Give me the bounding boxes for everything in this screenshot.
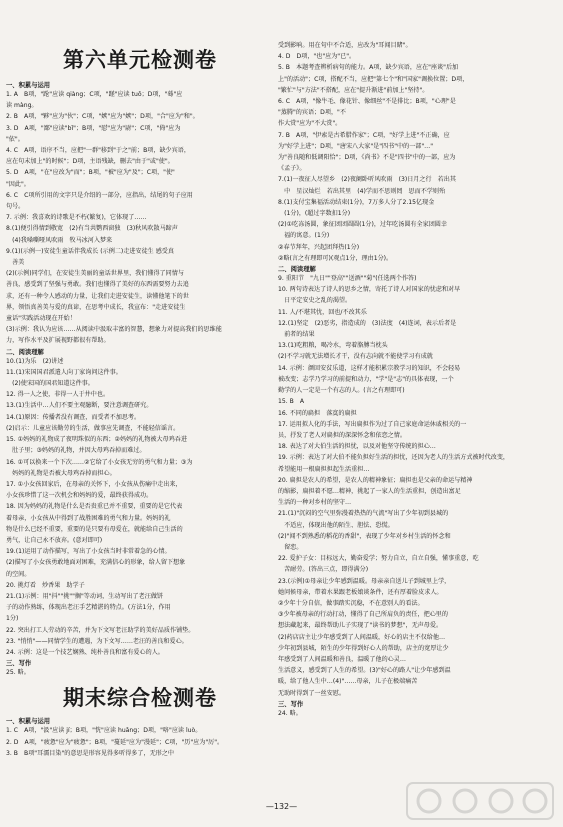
section-heading: 二、阅读理解: [6, 348, 44, 356]
answer-line: ②少年十分自信，做事踏实沉稳，不在意别人的看法。: [278, 599, 424, 607]
answer-line: 19.(1)运用了动作描写，写出了小女孩当时非常着急的心情。: [6, 548, 171, 556]
answer-line: 16. ①可以换来一个下次……②它给了小女孩无穷的勇气和力量；③为: [6, 458, 193, 466]
section-heading: 一、积累与运用: [6, 718, 51, 726]
answer-line: 1. C A项，"汲"应读 jí；B项，"恍"应读 huǎng；D项，"咯"应读 luò。: [6, 727, 202, 735]
answer-line: (2)药店店主让少年感受到了人间温暖，好心的店主不仅给他…: [278, 633, 446, 641]
answer-line: "蒸腾"的宾语；D项，"不: [278, 109, 346, 117]
answer-block: [278, 273, 556, 699]
answer-line: 生活意义，感受到了人生的希望。(3)"好心的路人"让少年感到温: [278, 667, 451, 675]
answer-line: 小女孩珍惜了这一次机会和妈妈的爱，最终获得成功。: [6, 492, 153, 500]
answer-line: 12.(1)坚定 (2)恶劣，指造成的 (3)法度 (4)连词，表示后者是: [278, 319, 457, 327]
page-number: —132—: [265, 802, 298, 811]
answer-line: 童话"实践活动现在开始！: [6, 315, 76, 323]
answer-line: 读 màng。: [6, 102, 38, 110]
answer-line: 12. 得一人之使，非得一人于井中也。: [6, 391, 110, 399]
answer-block: [6, 89, 274, 347]
answer-block: [278, 708, 556, 719]
answer-line: (2)①吃冻汤圆，象征团团圆圆(1分)，过年吃汤圆有全家团圆幸: [278, 221, 447, 229]
answer-line: 被改变；志学乃学习的前提和动力，"学"是"志"的具体表现，一个: [278, 375, 454, 383]
answer-line: 的缩影，扁担着不愿…精神，挑起了一家人的生活重担，创造出富足: [278, 487, 461, 495]
answer-line: 6. C C项所引用的文字只是介绍的一部分，应指出，结尾的句子应用: [6, 191, 193, 199]
answer-line: 2. D A项，"疲惫"应为"疲惫"；B项，"蔓延"应为"漫延"；C项，"历"应为"厉"。: [6, 738, 224, 746]
answer-line: (2)不学习就无法增长才干，没有志向就不能使学习有成就: [278, 353, 433, 361]
answer-line: 句号。: [6, 203, 25, 211]
answer-line: 上"的活动"；C项，搭配不当，应把"第七个"和"国家"调换位置；D项，: [278, 75, 469, 83]
answer-line: 着母亲，小女孩从中得到了战胜困难的勇气和力量。妈妈的礼: [6, 514, 171, 522]
answer-line: 14.(1)原因：传播者没有调查，而受者不加思考。: [6, 413, 141, 421]
answer-line: 子的动作熟练，体现出老汪手艺精湛的特点。(方法1分，作用: [6, 604, 171, 612]
answer-line: 5. D A项，"在"应改为"而"；B项，"被"应为"及"；C项，"使": [6, 169, 175, 177]
answer-line: 23. "悄悄"——同情学生的遭遇，为下文写……老汪的善良和爱心。: [6, 637, 188, 645]
answer-line: 13.(1)生活中…人们不要主观臆断，要注意调查研究。: [6, 402, 153, 410]
answer-line: 11.(1)宋国国君派遣人向丁家询问这件事。: [6, 368, 122, 376]
answer-line: 3. D A项，"鄙"应读"bǐ"；B项，"慰"应为"尉"；C项，"倚"应为: [6, 124, 181, 132]
answer-line: 4. D D项，"也"应为"已"。: [278, 53, 356, 61]
section-heading: 三、写作: [6, 660, 32, 668]
answer-block: [6, 356, 274, 658]
answer-line: 24. 示例：这是一个技艺娴熟、纯朴善良和富有爱心的人。: [6, 648, 164, 656]
answer-line: 24. 略。: [278, 709, 302, 717]
right-column: [278, 0, 556, 719]
answer-line: "繁忙"与"方法"不搭配，应在"提升渐进"前加上"坚持"。: [278, 86, 429, 94]
watermark-logo-icon: [405, 779, 555, 823]
answer-line: 8.(1)便引得情到敬宽 (2)有当共鹦西窗独 (3)秋风吹散马蹄声: [6, 225, 178, 233]
answer-line: 为"善良随和低调阳恰"；D项，《尚书》不是"四书"中的一部，应为: [278, 154, 456, 162]
answer-line: 7. B A项，"伊索是古希腊作家"；C项，"好学上进"不正确，应: [278, 131, 450, 139]
answer-line: 善美: [6, 259, 25, 267]
answer-block: [6, 725, 274, 759]
answer-line: 6. C A项，"像牛毛、像花针、像细丝"不是排比；B项，"心理"是: [278, 98, 456, 106]
answer-line: 中 星汉灿烂 若出其里 (4)学而不思则罔 思而不学则殆: [278, 187, 446, 195]
answer-line: 留恋。: [278, 543, 303, 551]
answer-line: 10. 两句诗表达了诗人的思乡之情，寄托了诗人对国家的忧虑和对早: [278, 286, 461, 294]
answer-line: (3)示例：我认为应该……从阅读中汲取丰富的智慧，想象力对提高我们的思维能: [6, 326, 222, 334]
answer-line: (2)描写了小女孩勇敢地面对困难，充满信心的形象，给人留下想象: [6, 559, 186, 567]
answer-line: 16. 不同的扁担 落寞的扁担: [278, 409, 357, 417]
answer-line: 15. ①妈妈的礼物成了夜明珠似的东西；②妈妈的礼物被大母鸡吞进: [6, 436, 187, 444]
section-heading: 一、积累与运用: [6, 82, 51, 89]
answer-line: (2)使宋国的国君知道这件事。: [6, 380, 94, 388]
answer-line: (1分)，(超过字数扣1分): [278, 210, 351, 218]
answer-line: 为"好学上进"；D项，"唐宋八大家"是"四书"中的一部"…": [278, 142, 434, 150]
answer-line: 《孟子》。: [278, 165, 306, 173]
answer-line: 9. 重阳节 "九日""登高""送酒""菊"(任选两个作答): [278, 275, 417, 283]
answer-line: 20. 挑灯看 炒香果 助学子: [6, 581, 85, 589]
answer-line: 妈妈的礼物是否被大母鸡吞掉而担心。: [6, 469, 116, 477]
answer-line: 9.(1)(示例一)安徒生童话伴我成长 (示例二)走进安徒生 感受真: [6, 247, 174, 255]
answer-block: [278, 40, 556, 264]
answer-line: 21.(1)示例：用"抖""挑""搁"等动词，生动写出了老汪做饼: [6, 592, 164, 600]
answer-line: 10.(1)为乐 (2)讲述: [6, 357, 64, 365]
answer-line: 18. 因为妈妈的礼物是什么是否贵重已并不重要，重要的是它代表: [6, 503, 183, 511]
answer-line: "依"。: [6, 135, 24, 143]
answer-line: 13.(1)吃粗粮，喝冷水，弯着胳膊当枕头: [278, 342, 388, 350]
answer-line: 她问候母亲，带着水果跟老板娘谈条件，还有厚着脸皮求人。: [278, 588, 443, 596]
unit6-test-title: 第六单元检测卷: [63, 47, 217, 72]
answer-line: 4. C A项，语序不当，应把"一群"移到"于之"前；B项，缺少宾语，: [6, 147, 190, 155]
answer-line: 生活的一种对乡村的坚守…: [278, 499, 352, 507]
answer-line: 善良，感受到了坚强与勇敢。我们也懂得了美好的东西需要努力去追: [6, 281, 189, 289]
answer-line: 勇气，让自己永不放弃。(意对即可): [6, 536, 103, 544]
answer-line: 日平定安史之乱的渴望。: [278, 297, 352, 305]
answer-line: 肚子里；③妈妈的礼物，并因大母鸡吞掉而难过。: [6, 447, 146, 455]
answer-line: 7.(1)一夜征人尽望乡 (2)夜阑卧听风吹雨 (3)日月之行 若出其: [278, 176, 456, 184]
answer-line: 希望能用一根扁担担起生活重担…: [278, 465, 370, 473]
answer-line: 21.(1)"沉闷的空气里弥漫着热热的气流"写出了少年初到县城的: [278, 510, 449, 518]
answer-line: 受到影响。用在句中不合适，应改为"耳闻目睹"。: [278, 42, 412, 49]
answer-line: 年感受到了人间温暖和善良，温暖了他的心灵…: [278, 655, 406, 663]
answer-line: 不适应，体现出他的陌生、胆怯、恐慌。: [278, 521, 394, 529]
answer-line: 17. 运用拟人化的手法，写出扁担作为过了自己家庭命运休戚相关的一: [278, 420, 467, 428]
answer-line: 19. 示例：表达了对大伯不能负担好生活的担忧，还因为老人的生活方式被时代改变，: [278, 454, 510, 462]
answer-line: ②略(言之有理即可)(观点1分，理由1分)。: [278, 254, 393, 262]
answer-line: 福的寓意。(1分): [278, 232, 330, 240]
answer-line: 17. ①小女孩回家后，在母亲的关怀下，小女孩从伤痛中走出来，: [6, 480, 182, 488]
answer-line: 少年初到县城，陌生的少年得到好心人的帮助，店主的宽厚让少: [278, 644, 449, 652]
left-column: [6, 0, 274, 759]
answer-line: 无助时得到了一丝安慰。: [278, 689, 346, 697]
section-heading: 三、写作: [278, 700, 304, 708]
answer-line: 员，抒发了老人对扁担的深深怀念和依恋之情。: [278, 431, 406, 439]
answer-line: (2)启示：儿童应该勤劳的生活，做事应先调查，不能轻信谣言。: [6, 424, 180, 432]
answer-line: 23.(示例)①母亲让少年感到温暖。母亲亲自送儿子到城里上学，: [278, 577, 451, 585]
answer-line: 18. 表达了对大伯生活的担忧，以及对他坚守传统的担心…: [278, 443, 436, 451]
answer-line: ②春节拜年，兴起团拜热(1分): [278, 243, 360, 251]
section-heading: 二、阅读理解: [278, 266, 316, 274]
answer-line: 14. 示例：颜回安贫乐道，这样才能积累宗教学习的知识，不会轻易: [278, 364, 461, 372]
answer-line: ③少年被母亲的行动打动，懂得了自己所肩负的责任，把心里的: [278, 611, 448, 619]
answer-line: 作大赏"应为"不大赏"。: [278, 120, 342, 128]
answer-line: 力，写作水平及扩展视野都很有帮助。: [6, 337, 110, 345]
answer-line: 的空间。: [6, 570, 31, 578]
answer-line: 22. 爱护子女：目标远大，勤奋爱学；努力自立，自立自强，懂事重意，吃: [278, 555, 479, 563]
answer-line: 7. 示例：我喜欢的诗歌是不朽(繁复)，它体现了……: [6, 214, 147, 222]
answer-line: 2. B A项，"夥"应为"伙"；C项，"嫉"应为"嫉"；D项，"合"应为"和"。: [6, 113, 199, 121]
answer-line: 苦耐劳。(答出三点，即得满分): [278, 566, 369, 574]
answer-line: 15. B A: [278, 398, 305, 406]
answer-line: 勤学的人一定是一个有志的人。(言之有理即可): [278, 387, 405, 395]
answer-line: 界，领悟真善美与爱的真谛，在思考中成长，我宣布："走进安徒生: [6, 303, 186, 311]
answer-line: 前者的结果: [278, 331, 315, 339]
answer-line: 25. 略。: [6, 669, 30, 677]
answer-line: 应在句末加上"的时候"；D项，主语残缺，删去"由于"或"使"。: [6, 158, 174, 166]
answer-line: 1分): [6, 615, 19, 623]
answer-line: 3. B B项"耳濡目染"的意思是形容见得多听得多了，无形之中: [6, 749, 174, 757]
answer-line: 20. 扁担是农人的希望，是农人的精神象征；扁担也是父亲的命运与精神: [278, 476, 473, 484]
answer-line: 22. 突出打工人劳动的辛苦，并为下文写老汪助学的美好品质作铺垫。: [6, 626, 195, 634]
answer-line: (4)我嗓嘶哑风吹雨 牧马冰河入梦来: [6, 236, 113, 244]
answer-line: 想法藏起来，最终帮助儿子实现了"读书的梦想"，无声母爱。: [278, 622, 443, 630]
answer-line: 8.(1)支付宝集福活动结束(1分)，7万多人分了2.15亿现金: [278, 198, 435, 206]
answer-line: (2)(示例)同学们，在安徒生美丽的童话世界里，我们懂得了同情与: [6, 270, 184, 278]
answer-line: 求，还有一种令人感动的力量，让我们走进安徒生，读懂他笔下的世: [6, 292, 189, 300]
answer-line: 暖，给了他人生中…(4)"……母亲，儿子在极端痛苦: [278, 678, 418, 686]
answer-line: 物是什么已经不重要，重要的是只要有母爱在，就能给自己生活的: [6, 525, 183, 533]
answer-block: [6, 667, 274, 678]
answer-line: 5. B 本题考查辨析病句的能力。A项，缺少宾语，应在"座谈"后加: [278, 64, 459, 72]
answer-line: "因此"。: [6, 180, 30, 188]
final-test-title: 期末综合检测卷: [63, 685, 217, 711]
answer-line: 1. A B项，"跄"应读 qiàng；C项，"蹉"应读 tuō；D项，"蓦"应: [6, 91, 183, 98]
answer-line: 11. 人/不堪其忧，回也/不改其乐: [278, 308, 367, 316]
answer-line: (2)"闻不到熟悉的稻花的香甜"，表现了少年对乡村生活的怀念和: [278, 532, 451, 540]
